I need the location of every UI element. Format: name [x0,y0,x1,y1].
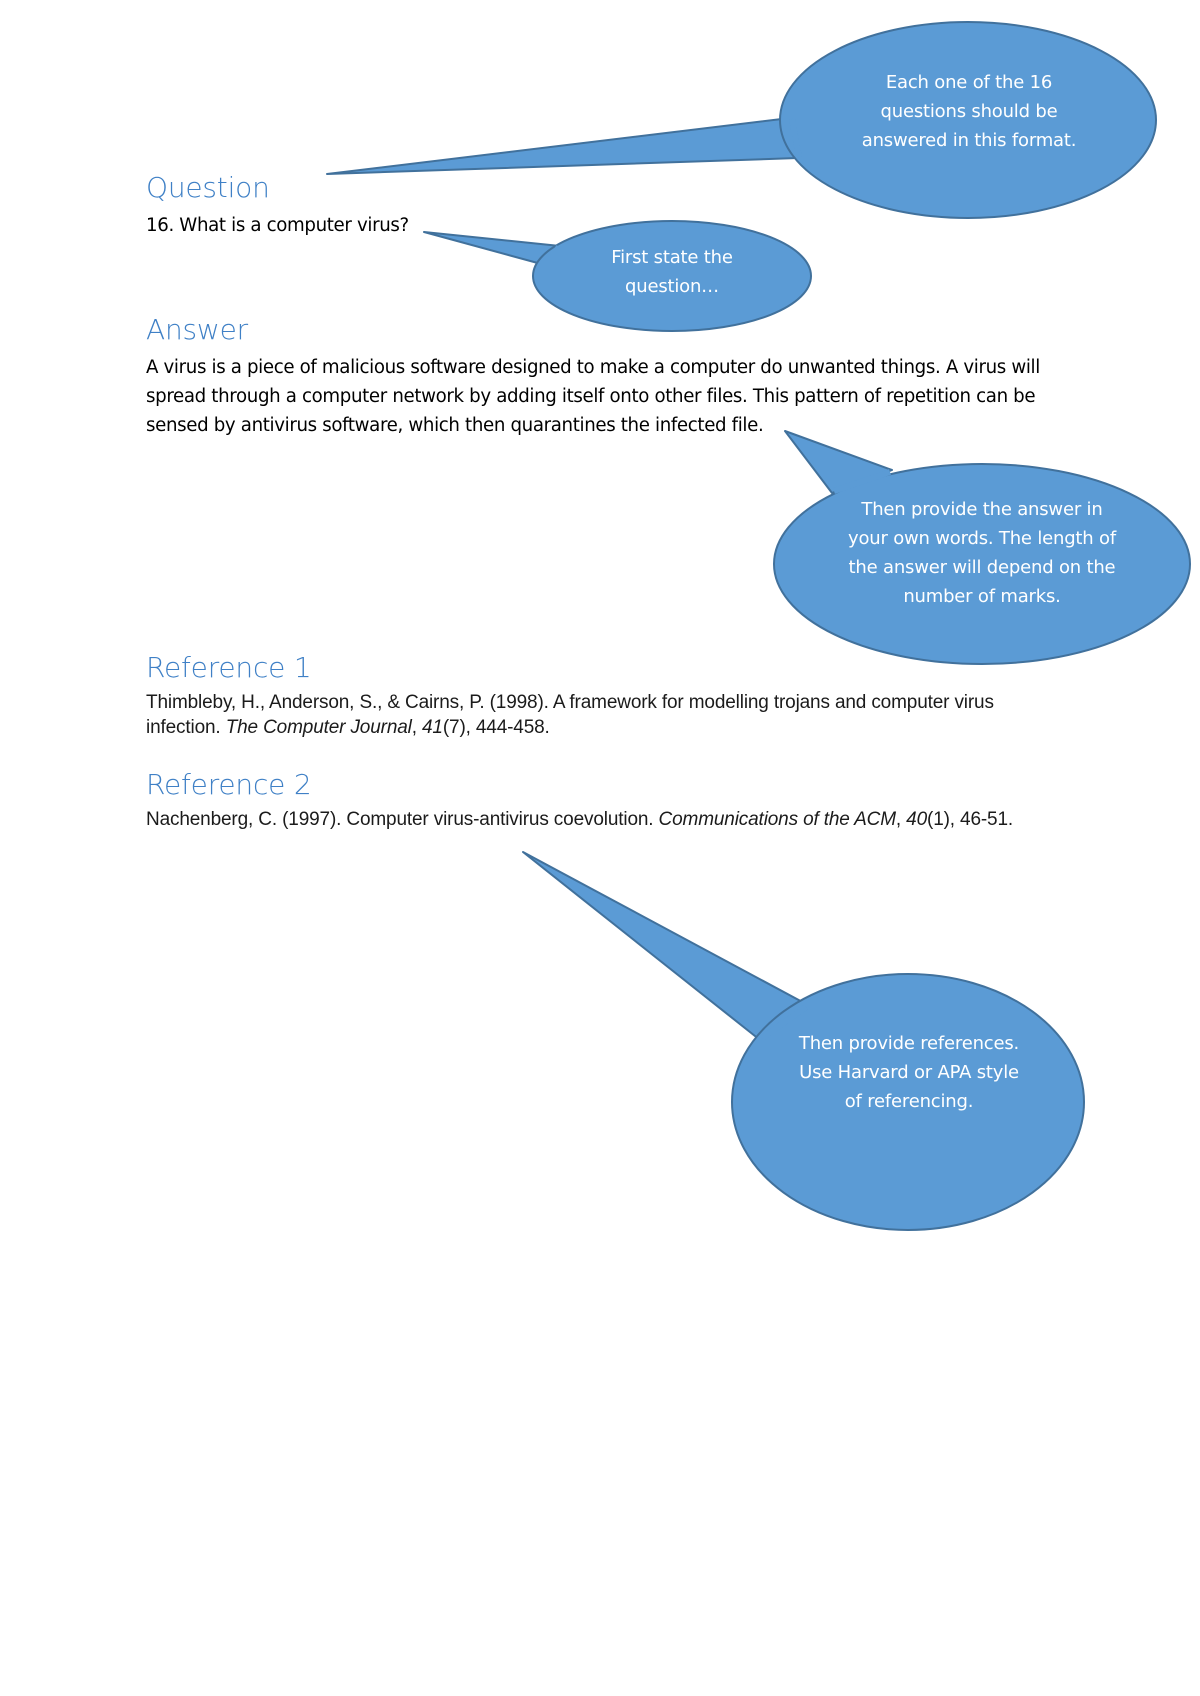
reference2-heading: Reference 2 [146,768,312,801]
reference2-text [146,807,1071,832]
reference2-separator: , [895,809,907,830]
reference1-separator: , [411,717,422,738]
callout-references-text: Then provide references. Use Harvard or APA style of referencing. [798,1033,1020,1112]
reference1-citation: Thimbleby, H., Anderson, S., & Cairns, P. (1998). A framework for modelling trojans and computer virus infection. [146,692,994,738]
callout-answer-text: Then provide the answer in your own words. The length of the answer will depend on the number of marks. [848,499,1116,607]
question-text: 16. What is a computer virus? [146,215,409,236]
reference2-citation: Nachenberg, C. (1997). Computer virus-antivirus coevolution. [146,809,659,830]
reference1-text [146,690,1066,740]
answer-heading: Answer [146,313,248,346]
reference1-issue-pages: (7), 444-458. [442,717,550,738]
callout-question-text: First state the question… [611,247,733,297]
answer-text: A virus is a piece of malicious software designed to make a computer do unwanted things. A virus will spread through a computer network by adding itself onto other files. This pattern of repetition can be sensed by antivirus software, which then quarantines the infected file. [146,357,1040,436]
reference1-heading: Reference 1 [146,651,312,684]
callout-format-text: Each one of the 16 questions should be answered in this format. [861,72,1077,151]
reference2-volume: 40 [906,809,928,830]
reference1-volume: 41 [422,717,443,738]
reference2-issue-pages: (1), 46-51. [927,809,1014,830]
reference1-journal: The Computer Journal [225,717,412,738]
question-heading: Question [146,171,270,204]
reference2-journal: Communications of the ACM [658,809,896,830]
